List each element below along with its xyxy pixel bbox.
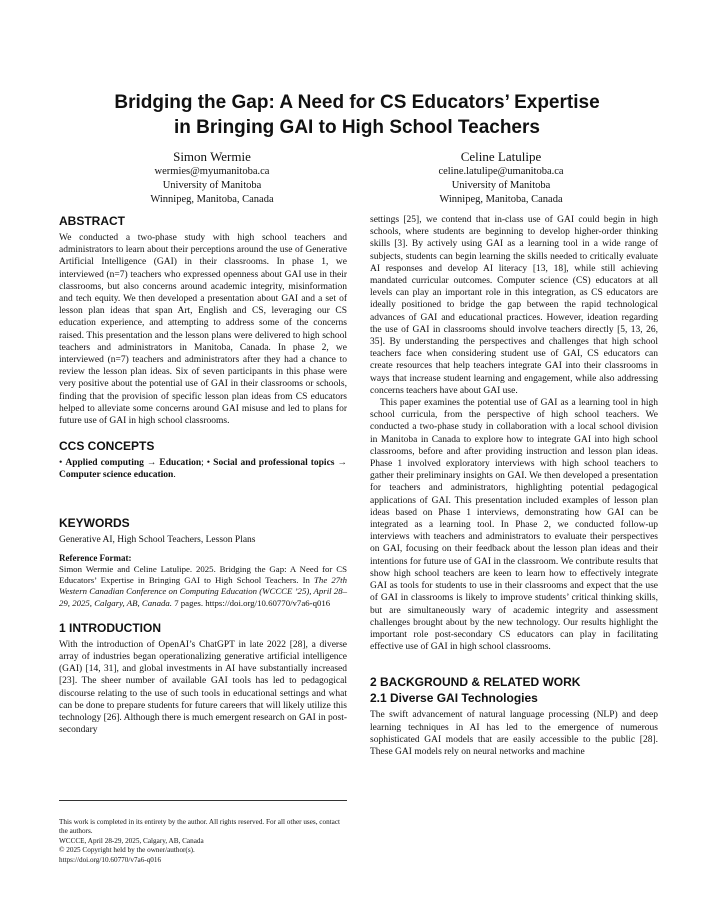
keywords-text: Generative AI, High School Teachers, Lesson Plans (59, 534, 256, 545)
reference-format-text (59, 564, 347, 609)
author-affiliation: University of Manitoba (162, 180, 262, 191)
title-line-2: in Bringing GAI to High School Teachers (174, 117, 540, 138)
ccs-heading: CCS CONCEPTS (59, 439, 155, 454)
footnote-divider (59, 800, 347, 801)
author-email: wermies@myumanitoba.ca (154, 166, 270, 177)
abstract-text: We conducted a two-phase study with high school teachers and administrators to learn about their perceptions around the use of Generative Artificial Intelligence (GAI) in their classrooms. In phase 1, we interviewed (n=7) teachers who expressed openness about GAI use in their classrooms, but also concerns around academic integrity, misinformation and tech equity. We then developed a presentation about GAI and a set of lesson plan ideas that span Art, English and CS, leveraging our CS education experience, and attempting to address some of the concerns raised. This presentation and the lesson plans were delivered to high school teachers and administrators in Manitoba, Canada. In phase 2, we interviewed (n=7) teachers and administrators after they had a chance to review the lesson plan ideas. Six of seven participants in this phase were very positive about the potential use of GAI in their classrooms or schools, finding that the provision of specific lesson plan ideas from CS educators helped to alleviate some concerns around GAI misuse and led to plans for future use of GAI in high school classrooms. (59, 233, 347, 427)
author-name: Celine Latulipe (460, 149, 542, 164)
reference-venue: The 27th Western Canadian Conference on Computing Education (WCCCE ’25), April 28–29, 2025, Calgary, AB, Canada. (59, 575, 347, 608)
section-2-1-heading: 2.1 Diverse GAI Technologies (370, 691, 538, 706)
right-column (370, 214, 658, 758)
keywords-heading: KEYWORDS (59, 515, 130, 530)
intro-heading: 1 INTRODUCTION (59, 620, 161, 635)
reference-tail: 7 pages. https://doi.org/10.60770/v7a6-q016 (174, 597, 331, 608)
paper-title (40, 90, 674, 140)
author-affiliation: University of Manitoba (451, 180, 551, 191)
ccs-concepts: • Applied computing → Education; • Social and professional topics → Computer science education. (59, 458, 348, 481)
footnote-doi: https://doi.org/10.60770/v7a6-q016 (59, 855, 162, 864)
author-email: celine.latulipe@umanitoba.ca (438, 166, 564, 177)
footnote (59, 818, 347, 865)
author-name: Simon Wermie (173, 149, 251, 164)
author-block-1 (82, 148, 342, 207)
footnote-venue: WCCCE, April 28-29, 2025, Calgary, AB, Canada (59, 836, 204, 845)
reference-plain: Simon Wermie and Celine Latulipe. 2025. Bridging the Gap: A Need for CS Educators’ Expertise in Bringing GAI to High School Teachers. In (59, 564, 347, 586)
reference-format-heading: Reference Format: (59, 552, 132, 563)
section-2-heading: 2 BACKGROUND & RELATED WORK (370, 675, 581, 690)
footnote-rights: This work is completed in its entirety by the author. All rights reserved. For all other uses, contact the authors. (59, 818, 341, 836)
author-location: Winnipeg, Manitoba, Canada (150, 194, 274, 205)
footnote-copyright: © 2025 Copyright held by the owner/author(s). (59, 846, 195, 855)
abstract-heading: ABSTRACT (59, 214, 125, 228)
left-column (59, 214, 347, 737)
intro-paragraph-cont: settings [25], we contend that in-class use of GAI could begin in high schools, where students are beginning to develop higher-order thinking skills [3]. By actively using GAI as a learning tool in a wide range of subjects, students can begin learning the skills needed to critically evaluate AI responses and develop AI literacy [13, 18], while still achieving mandated curricular outcomes. Computer science (CS) educators at all levels can play an important role in this integration, as CS educators are ideally positioned to bridge the gap between the rapid technological advances of GAI and educational practices. However, ideation regarding the use of GAI in classrooms should involve teachers directly [5, 13, 26, 35]. By understanding the perspectives and challenges that high school teachers face when considering student use of GAI, CS educators can create resources that help teachers integrate GAI into their classrooms in ways that increase student learning and engagement, while also addressing concerns teachers have about GAI use. (370, 215, 658, 396)
intro-text: With the introduction of OpenAI’s ChatGPT in late 2022 [28], a diverse array of industries began operationalizing generative artificial intelligence (GAI) [14, 31], and global investments in AI have substantially increased [23]. The sheer number of available GAI tools has led to pedagogical discourse relating to the use of such tools in educational settings and what can be done to prepare students for future careers that will likely utilize this technology [26]. Although there is much emergent research on GAI in post-secondary (59, 639, 347, 736)
author-location: Winnipeg, Manitoba, Canada (439, 194, 563, 205)
title-line-1: Bridging the Gap: A Need for CS Educators’ Expertise (114, 92, 600, 113)
ccs-item-2: Social and professional topics → Computer science education (59, 458, 348, 481)
ccs-item-1: Applied computing → Education (65, 458, 202, 469)
author-block-2 (371, 148, 631, 207)
intro-paragraph-2: This paper examines the potential use of GAI as a learning tool in high school curricula, from the perspective of high school teachers. We conducted a two-phase study in collaboration with a local school division in Manitoba in Canada to explore how to integrate GAI into high school classrooms, before and after providing instruction and lesson plan ideas. Phase 1 involved exploratory interviews with high school teachers to gather their preliminary insights on GAI. We then developed a presentation for teachers and administrators, highlighting potential pedagogical applications of GAI. This presentation included examples of lesson plan ideas based on Phase 1 interviews, demonstrating how GAI can be integrated as a learning tool. In Phase 2, we conducted follow-up interviews with teachers and administrators to evaluate their perspectives on GAI, focusing on their feedback about the lesson plan ideas and their intentions for future use of GAI in the classroom. We contribute results that show high school teachers are keen to learn how to effectively integrate GAI as tools for students to use in their classrooms and expect that the use of GAI in classrooms is likely to improve students’ critical thinking skills, but are simultaneously wary of academic integrity and assessment challenges brought about by the new technology. Our results highlight the important role post-secondary CS educators can play in facilitating effective use of GAI in high school classrooms. (370, 398, 658, 653)
section-2-1-text: The swift advancement of natural language processing (NLP) and deep learning techniques in AI has led to the emergence of numerous sophisticated GAI models that are easily accessible to the public [28]. These GAI models rely on neural networks and machine (370, 710, 658, 757)
